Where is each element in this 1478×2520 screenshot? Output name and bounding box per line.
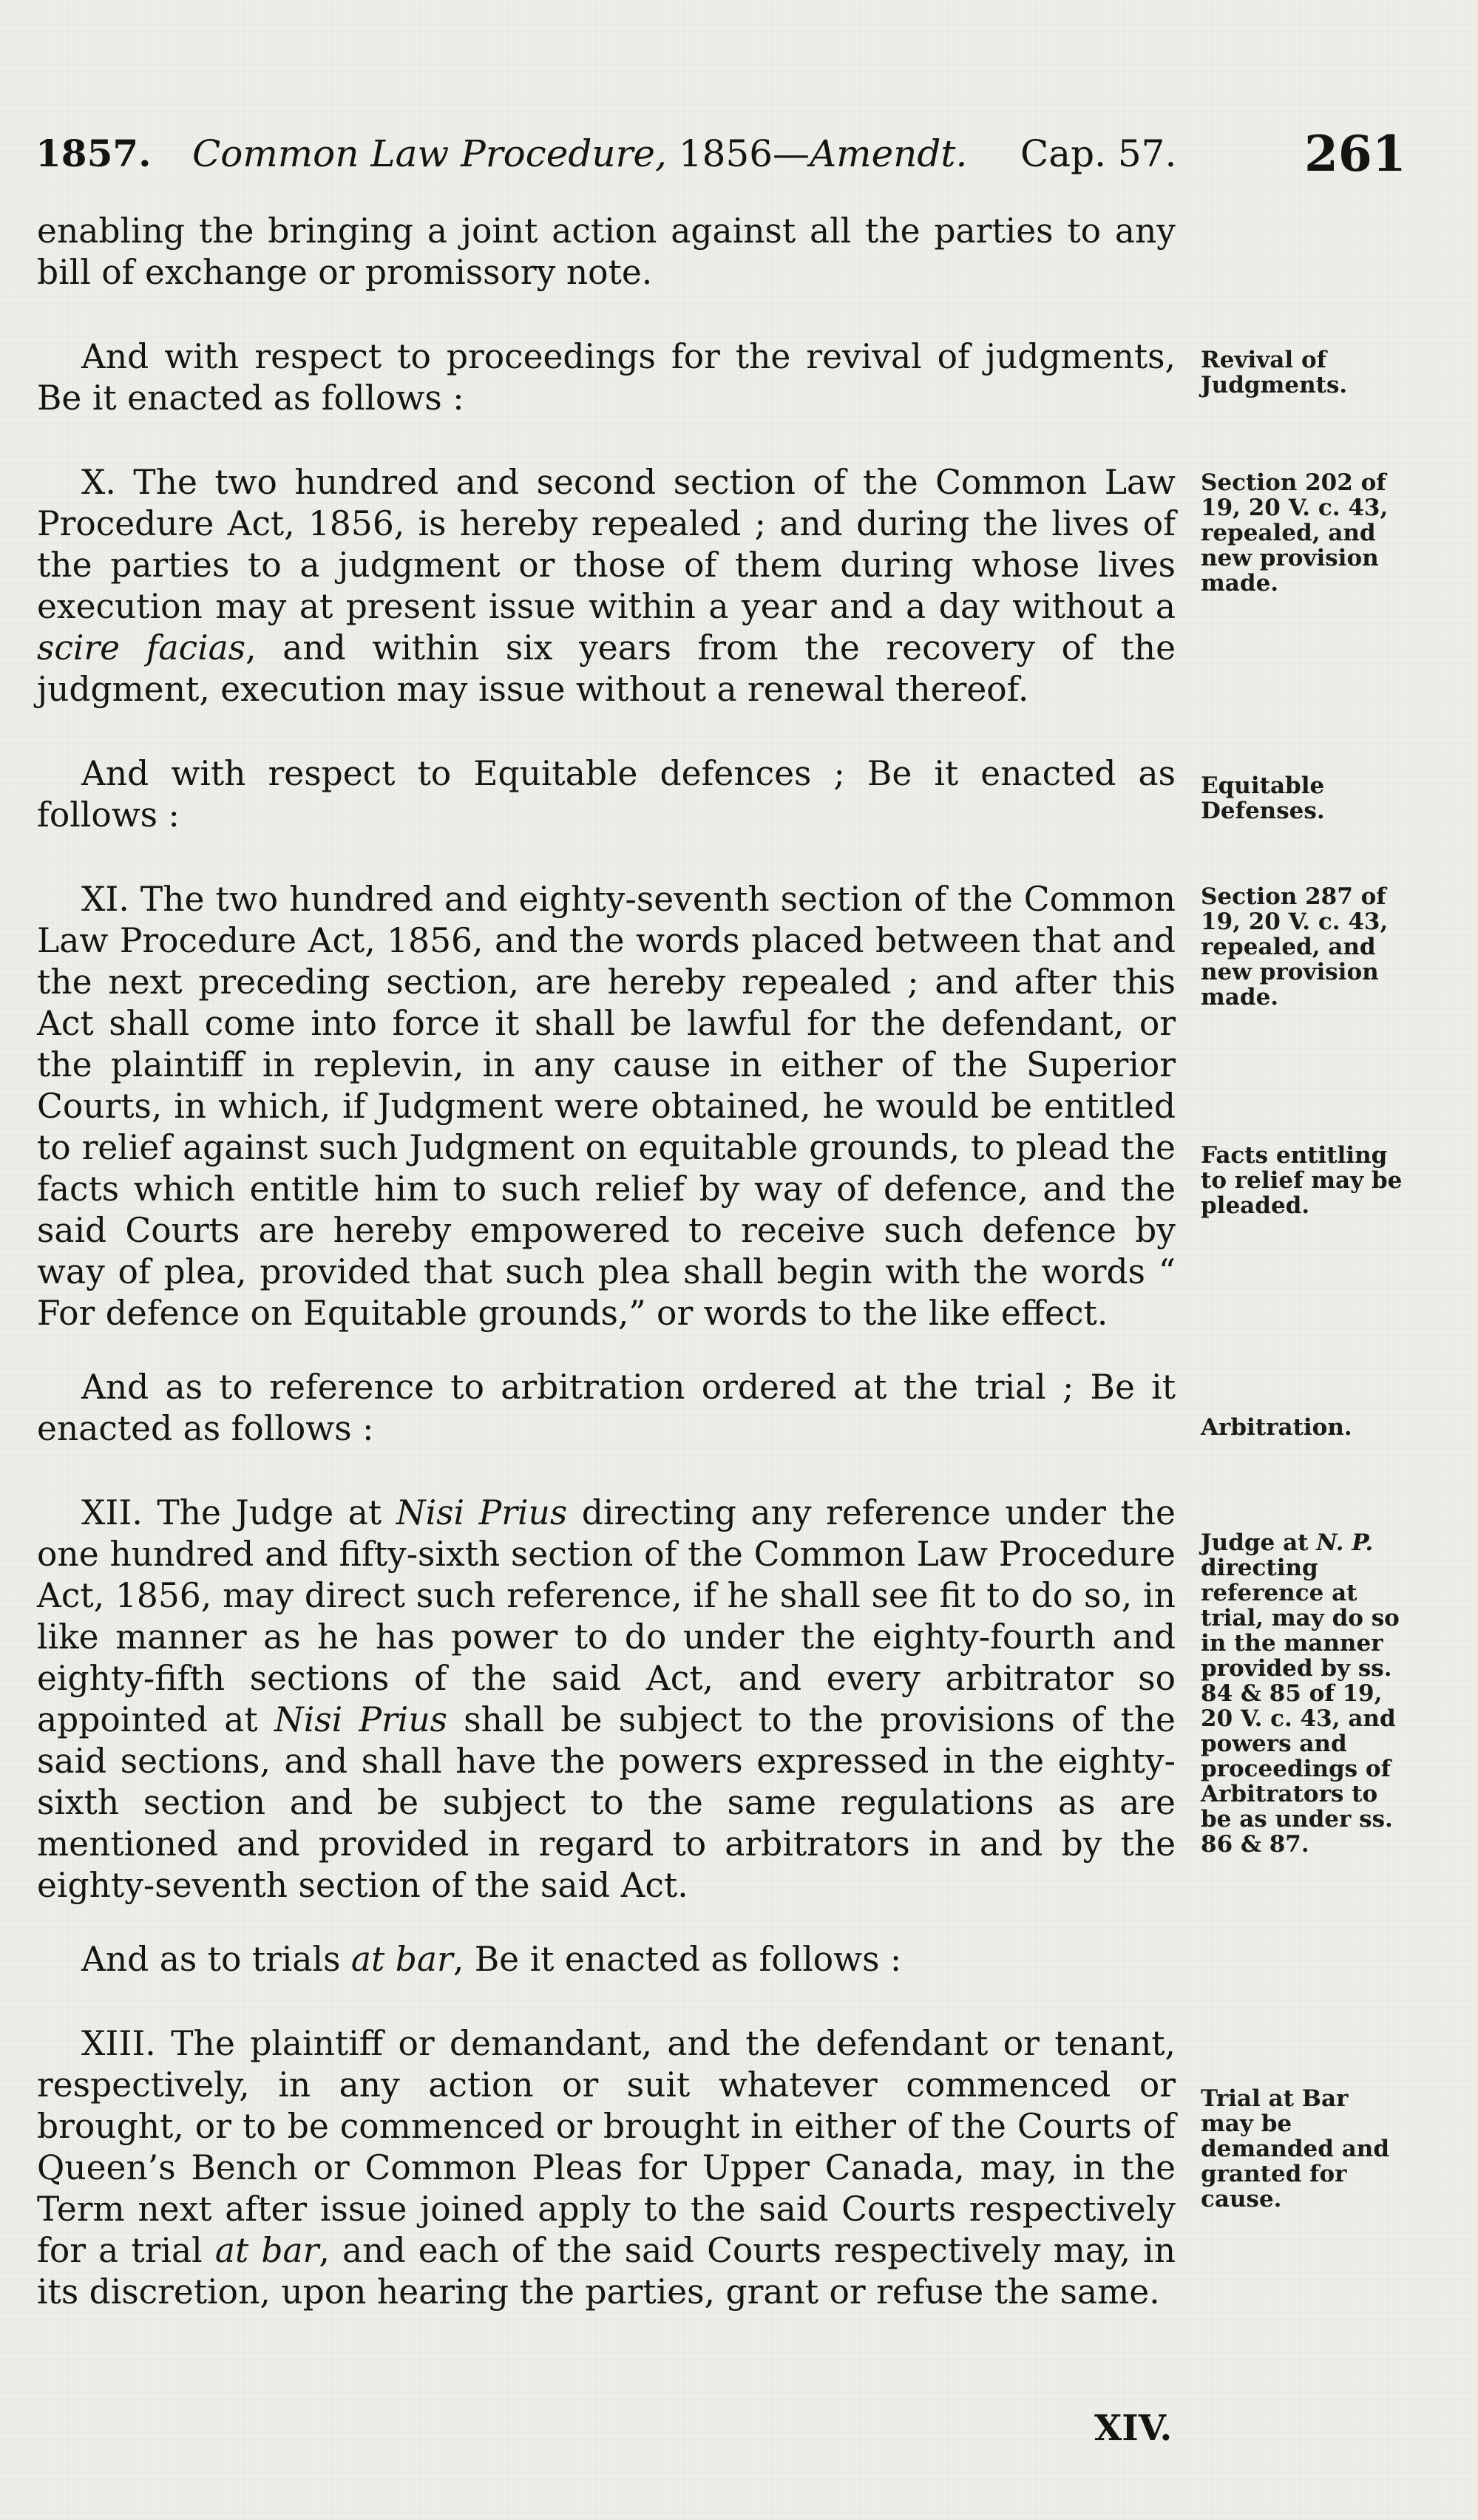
paragraph-equitable-intro: And with respect to Equitable defences ; Be it enacted as follows :: [37, 754, 1176, 835]
body-text: [37, 211, 1176, 2313]
section-x: X. The two hundred and second section of the Common Law Procedure Act, 1856, is hereby repealed ; and during the lives of the parties to a judgment or those of them during whose lives execution may at present issue within a year and a day without a scire facias, and within six years from the recovery of the judgment, execution may issue without a renewal thereof.: [37, 463, 1176, 709]
margin-note-section-202: Section 202 of 19, 20 V. c. 43, repealed, and new provision made.: [1201, 469, 1389, 597]
page-number: 261: [1304, 125, 1406, 183]
margin-note-judge-np: Judge at N. P. directing reference at trial, may do so in the manner provided by ss. 84 & 85 of 19, 20 V. c. 43, and powers and proceedings of Arbitrators to be as under ss. 86 & 87.: [1201, 1529, 1400, 1858]
paragraph-trial-intro: And as to trials at bar, Be it enacted as follows :: [81, 1940, 902, 1979]
margin-note-section-287: Section 287 of 19, 20 V. c. 43, repealed, and new provision made.: [1201, 883, 1389, 1011]
margin-note-trial-at-bar: Trial at Bar may be demanded and granted for cause.: [1201, 2085, 1389, 2212]
header-year: 1857.: [35, 132, 152, 175]
running-header: [35, 124, 1406, 183]
paragraph-continuation: enabling the bringing a joint action against all the parties to any bill of exchange or promissory note.: [37, 211, 1176, 292]
margin-note-revival: Revival of Judgments.: [1201, 347, 1348, 398]
header-chapter: Cap. 57.: [1020, 132, 1177, 175]
section-xiii: XIII. The plaintiff or demandant, and the defendant or tenant, respectively, in any action or suit whatever commenced or brought, or to be commenced or brought in either of the Courts of Queen’s Bench or Common Pleas for Upper Canada, may, in the Term next after issue joined apply to the said Courts respectively for a trial at bar, and each of the said Courts respectively may, in its discretion, upon hearing the parties, grant or refuse the same.: [37, 2024, 1176, 2312]
paragraph-arbitration-intro: And as to reference to arbitration ordered at the trial ; Be it enacted as follows :: [37, 1368, 1176, 1448]
margin-note-facts: Facts entitling to relief may be pleaded.: [1201, 1142, 1403, 1219]
paragraph-revival-intro: And with respect to proceedings for the revival of judgments, Be it enacted as follows :: [37, 337, 1176, 418]
catchword: XIV.: [1094, 2408, 1173, 2449]
section-xii: XII. The Judge at Nisi Prius directing any reference under the one hundred and fifty-sixth section of the Common Law Procedure Act, 1856, may direct such reference, if he shall see fit to do so, in like manner as he has power to do under the eighty-fourth and eighty-fifth sections of the said Act, and every arbitrator so appointed at Nisi Prius shall be subject to the provisions of the said sections, and shall have the powers expressed in the eighty-sixth section and be subject to the same regulations as are mentioned and provided in regard to arbitrators in and by the eighty-seventh section of the said Act.: [37, 1493, 1176, 1905]
margin-note-arbitration: Arbitration.: [1201, 1414, 1352, 1441]
margin-note-equitable: Equitable Defenses.: [1201, 772, 1325, 824]
section-xi: XI. The two hundred and eighty-seventh section of the Common Law Procedure Act, 1856, and the words placed between that and the next preceding section, are hereby repealed ; and after this Act shall come into force it shall be lawful for the defendant, or the plaintiff in replevin, in any cause in either of the Superior Courts, in which, if Judgment were obtained, he would be entitled to relief against such Judgment on equitable grounds, to plead the facts which entitle him to such relief by way of defence, and the said Courts are hereby empowered to receive such defence by way of plea, provided that such plea shall begin with the words “ For defence on Equitable grounds,” or words to the like effect.: [37, 880, 1176, 1333]
header-title: Common Law Procedure, 1856—Amendt.: [192, 132, 968, 175]
